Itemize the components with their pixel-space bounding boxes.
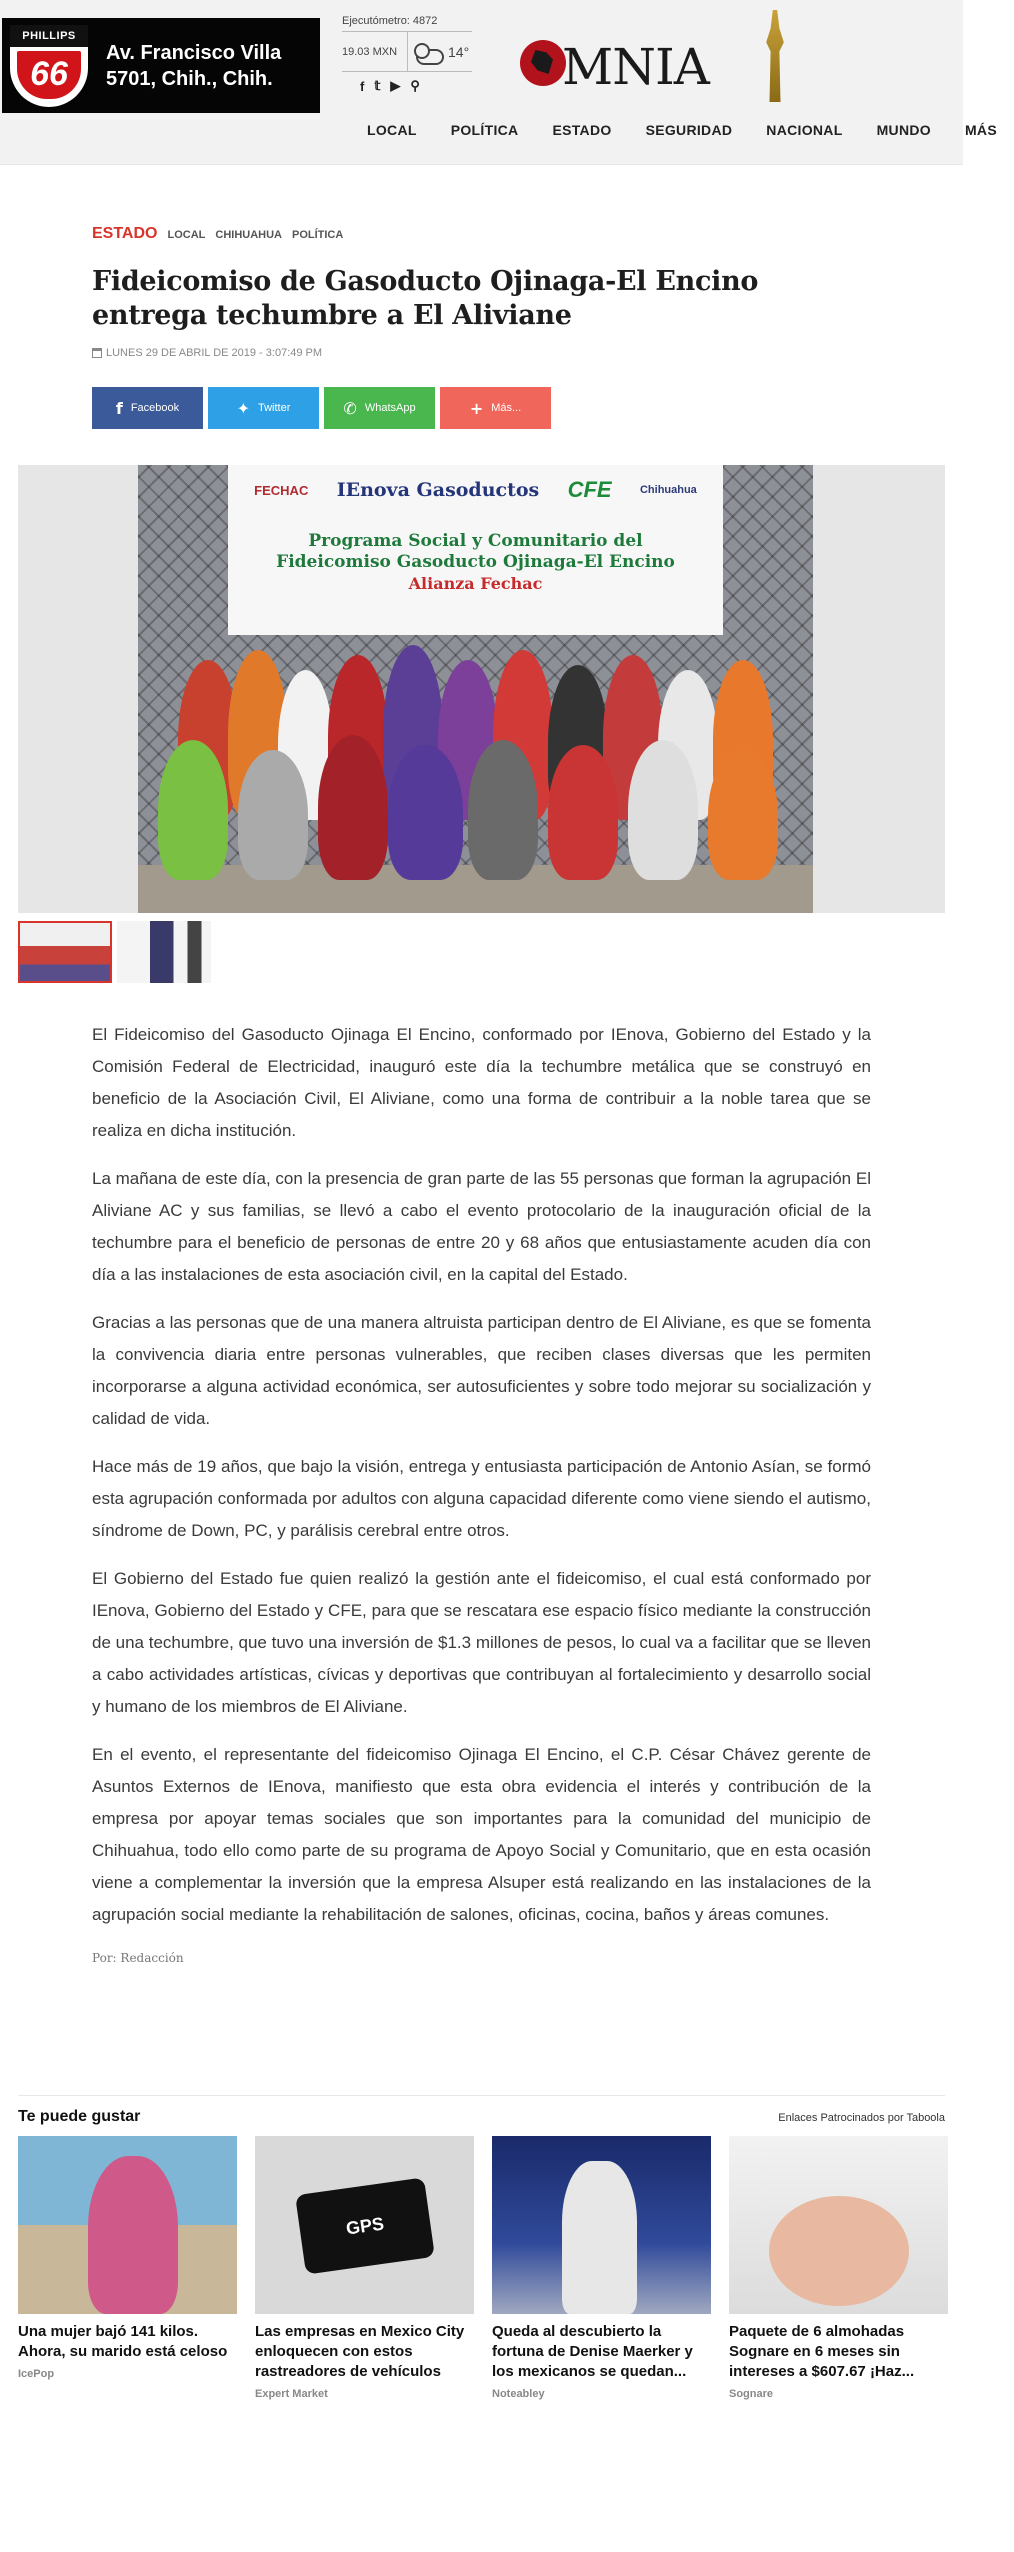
calendar-icon xyxy=(92,348,102,358)
share-facebook-button[interactable] xyxy=(92,387,203,429)
article-paragraph: La mañana de este día, con la presencia de gran parte de las 55 personas que forman la agrupación El Aliviane AC y sus familias, se llevó a cabo el evento protocolario de la inauguración oficial de la techumbre para el beneficio de personas de entre 20 y 68 años que entusiastamente acuden día con día a las instalaciones de esta asociación civil, en la capital del Estado. xyxy=(92,1169,871,1284)
card-title: Queda al descubierto la fortuna de Denise Maerker y los mexicanos se quedan... xyxy=(492,2323,693,2380)
category-estado[interactable]: ESTADO xyxy=(92,225,158,242)
banner-line1: Programa Social y Comunitario del xyxy=(308,531,643,551)
thumbnail-1[interactable] xyxy=(18,921,112,983)
share-whatsapp-label: WhatsApp xyxy=(364,402,416,414)
whatsapp-icon: ✆ xyxy=(343,398,357,418)
recommended-title: Te puede gustar xyxy=(18,2108,141,2125)
photo-event-banner xyxy=(228,465,723,635)
ad-brand-num: 66 xyxy=(17,51,81,99)
phillips66-shield-logo xyxy=(10,25,88,107)
share-twitter-button[interactable] xyxy=(208,387,319,429)
share-more-label: Más... xyxy=(491,402,522,414)
youtube-icon[interactable]: ▶ xyxy=(390,78,401,93)
nav-estado[interactable]: ESTADO xyxy=(552,122,612,138)
nav-mundo[interactable]: MUNDO xyxy=(876,122,931,138)
recommended-card[interactable] xyxy=(492,2136,711,2400)
share-twitter-label: Twitter xyxy=(258,402,291,414)
person xyxy=(548,745,618,880)
article xyxy=(0,225,963,2400)
banner-line3: Alianza Fechac xyxy=(408,574,543,593)
card-source: Noteabley xyxy=(492,2388,545,2400)
article-body xyxy=(92,1019,871,1931)
nav-nacional[interactable]: NACIONAL xyxy=(766,122,843,138)
article-date xyxy=(92,347,871,359)
article-title: Fideicomiso de Gasoducto Ojinaga-El Encino entrega techumbre a El Aliviane xyxy=(92,266,759,331)
share-whatsapp-button[interactable] xyxy=(324,387,435,429)
logo-text: MNIA xyxy=(562,38,709,96)
temperature: 14° xyxy=(448,43,470,60)
person xyxy=(318,735,388,880)
category-local[interactable]: LOCAL xyxy=(167,229,206,241)
share-facebook-label: Facebook xyxy=(130,402,180,414)
card-image xyxy=(18,2136,237,2314)
article-paragraph: Gracias a las personas que de una manera altruista participan dentro de El Aliviane, es que se fomenta la convivencia diaria entre personas vulnerables, que reciben clases diversas que les permiten incorporarse a alguna actividad económica, ser autosuficientes y sobre todo mejorar su socialización y calidad de vida. xyxy=(92,1313,871,1428)
card-source: Sognare xyxy=(729,2388,774,2400)
article-byline: Por: Redacción xyxy=(92,1951,184,1965)
thumbnail-2[interactable] xyxy=(117,921,211,983)
photo-gallery xyxy=(18,465,945,913)
logo-statue-figure xyxy=(764,10,786,102)
twitter-icon: ✦ xyxy=(236,398,250,418)
cloudy-weather-icon xyxy=(414,43,442,61)
social-links xyxy=(342,72,472,100)
gallery-thumbnails xyxy=(18,921,945,983)
fechac-logo: FECHAC xyxy=(254,482,309,498)
share-buttons xyxy=(92,387,871,429)
taboola-sponsor-link[interactable]: Enlaces Patrocinados por Taboola xyxy=(778,2112,945,2124)
recommended-section xyxy=(18,2095,945,2400)
facebook-icon: f xyxy=(115,398,123,418)
logo-o-emblem xyxy=(520,40,566,86)
person xyxy=(708,750,778,880)
main-photo[interactable] xyxy=(138,465,813,913)
nav-local[interactable]: LOCAL xyxy=(367,122,417,138)
phillips66-ad-banner[interactable] xyxy=(2,18,320,113)
search-icon[interactable]: ⚲ xyxy=(410,78,420,93)
share-more-button[interactable] xyxy=(440,387,551,429)
ad-address xyxy=(88,40,320,92)
cfe-logo: CFE xyxy=(567,477,612,502)
recommended-card[interactable] xyxy=(18,2136,237,2400)
twitter-icon[interactable]: 𝕥 xyxy=(374,78,381,93)
article-paragraph: En el evento, el representante del fideicomiso Ojinaga El Encino, el C.P. César Chávez gerente de Asuntos Externos de IEnova, manifiesto que esta obra evidencia el interés y contribución de la empresa por apoyar temas sociales que son importantes para la comunidad del municipio de Chihuahua, todo ello como parte de su programa de Apoyo Social y Comunitario, que en esta ocasión viene a complementar la inversión que la empresa Alsuper está realizando en las instalaciones de la agrupación social mediante la rehabilitación de salones, oficinas, cocina, baños y áreas comunes. xyxy=(92,1745,871,1924)
card-title: Las empresas en Mexico City enloquecen con estos rastreadores de vehículos xyxy=(255,2323,465,2380)
photo-crowd xyxy=(138,620,813,913)
recommended-card[interactable] xyxy=(729,2136,948,2400)
card-source: Expert Market xyxy=(255,2388,328,2400)
main-nav xyxy=(350,122,1014,138)
plus-icon: + xyxy=(469,398,484,418)
article-paragraph: Hace más de 19 años, que bajo la visión, entrega y entusiasta participación de Antonio Asían, se formó esta agrupación conformada por adultos con alguna capacidad diferente como viene siendo el autismo, síndrome de Down, PC, y parálisis cerebral entre otros. xyxy=(92,1457,871,1540)
chihuahua-logo: Chihuahua xyxy=(639,484,697,496)
omnia-logo[interactable] xyxy=(520,10,785,105)
exchange-weather-row xyxy=(342,32,472,72)
card-image xyxy=(729,2136,948,2314)
card-image xyxy=(492,2136,711,2314)
ad-line2: 5701, Chih., Chih. xyxy=(106,67,273,90)
weather xyxy=(408,32,472,71)
person xyxy=(158,740,228,880)
ejecutometro: Ejecutómetro: 4872 xyxy=(342,10,472,32)
category-list xyxy=(92,225,871,243)
recommended-cards xyxy=(18,2136,945,2400)
recommended-header xyxy=(18,2108,945,2126)
exchange-rate: 19.03 MXN xyxy=(342,32,408,71)
card-title: Paquete de 6 almohadas Sognare en 6 meses sin intereses a $607.67 ¡Haz... xyxy=(729,2323,915,2380)
nav-mas[interactable]: MÁS xyxy=(964,122,997,138)
card-image xyxy=(255,2136,474,2314)
ienova-logo: IEnova Gasoductos xyxy=(336,479,540,501)
banner-line2: Fideicomiso Gasoducto Ojinaga-El Encino xyxy=(276,552,675,572)
header-widget xyxy=(342,10,472,100)
person xyxy=(628,740,698,880)
card-title: Una mujer bajó 141 kilos. Ahora, su marido está celoso xyxy=(18,2323,228,2360)
person xyxy=(238,750,308,880)
site-header xyxy=(0,0,997,165)
nav-seguridad[interactable]: SEGURIDAD xyxy=(645,122,733,138)
ad-line1: Av. Francisco Villa xyxy=(106,41,282,64)
category-chihuahua[interactable]: CHIHUAHUA xyxy=(215,229,282,241)
ad-brand-top: PHILLIPS xyxy=(10,25,88,47)
person xyxy=(468,740,538,880)
banner-logos xyxy=(228,465,723,515)
article-date-text: LUNES 29 DE ABRIL DE 2019 - 3:07:49 PM xyxy=(106,347,323,359)
facebook-icon[interactable]: f xyxy=(360,78,365,94)
nav-politica[interactable]: POLÍTICA xyxy=(450,122,519,138)
recommended-card[interactable] xyxy=(255,2136,474,2400)
article-paragraph: El Fideicomiso del Gasoducto Ojinaga El Encino, conformado por IEnova, Gobierno del Estado y la Comisión Federal de Electricidad, inauguró este día la techumbre metálica que se construyó en beneficio de la Asociación Civil, El Aliviane, como una forma de contribuir a la noble tarea que se realiza en dicha institución. xyxy=(92,1025,871,1140)
person xyxy=(388,745,463,880)
article-paragraph: El Gobierno del Estado fue quien realizó la gestión ante el fideicomiso, el cual está conformado por IEnova, Gobierno del Estado y CFE, para que se rescatara ese espacio físico mediante la construcción de una techumbre, que tuvo una inversión de $1.3 millones de pesos, lo cual va a facilitar que se lleven a cabo actividades artísticas, cívicas y deportivas que contribuyan al fortalecimiento y desarrollo social y humano de los miembros de El Aliviane. xyxy=(92,1569,871,1716)
category-politica[interactable]: POLÍTICA xyxy=(291,229,344,241)
card-source: IcePop xyxy=(18,2368,55,2380)
